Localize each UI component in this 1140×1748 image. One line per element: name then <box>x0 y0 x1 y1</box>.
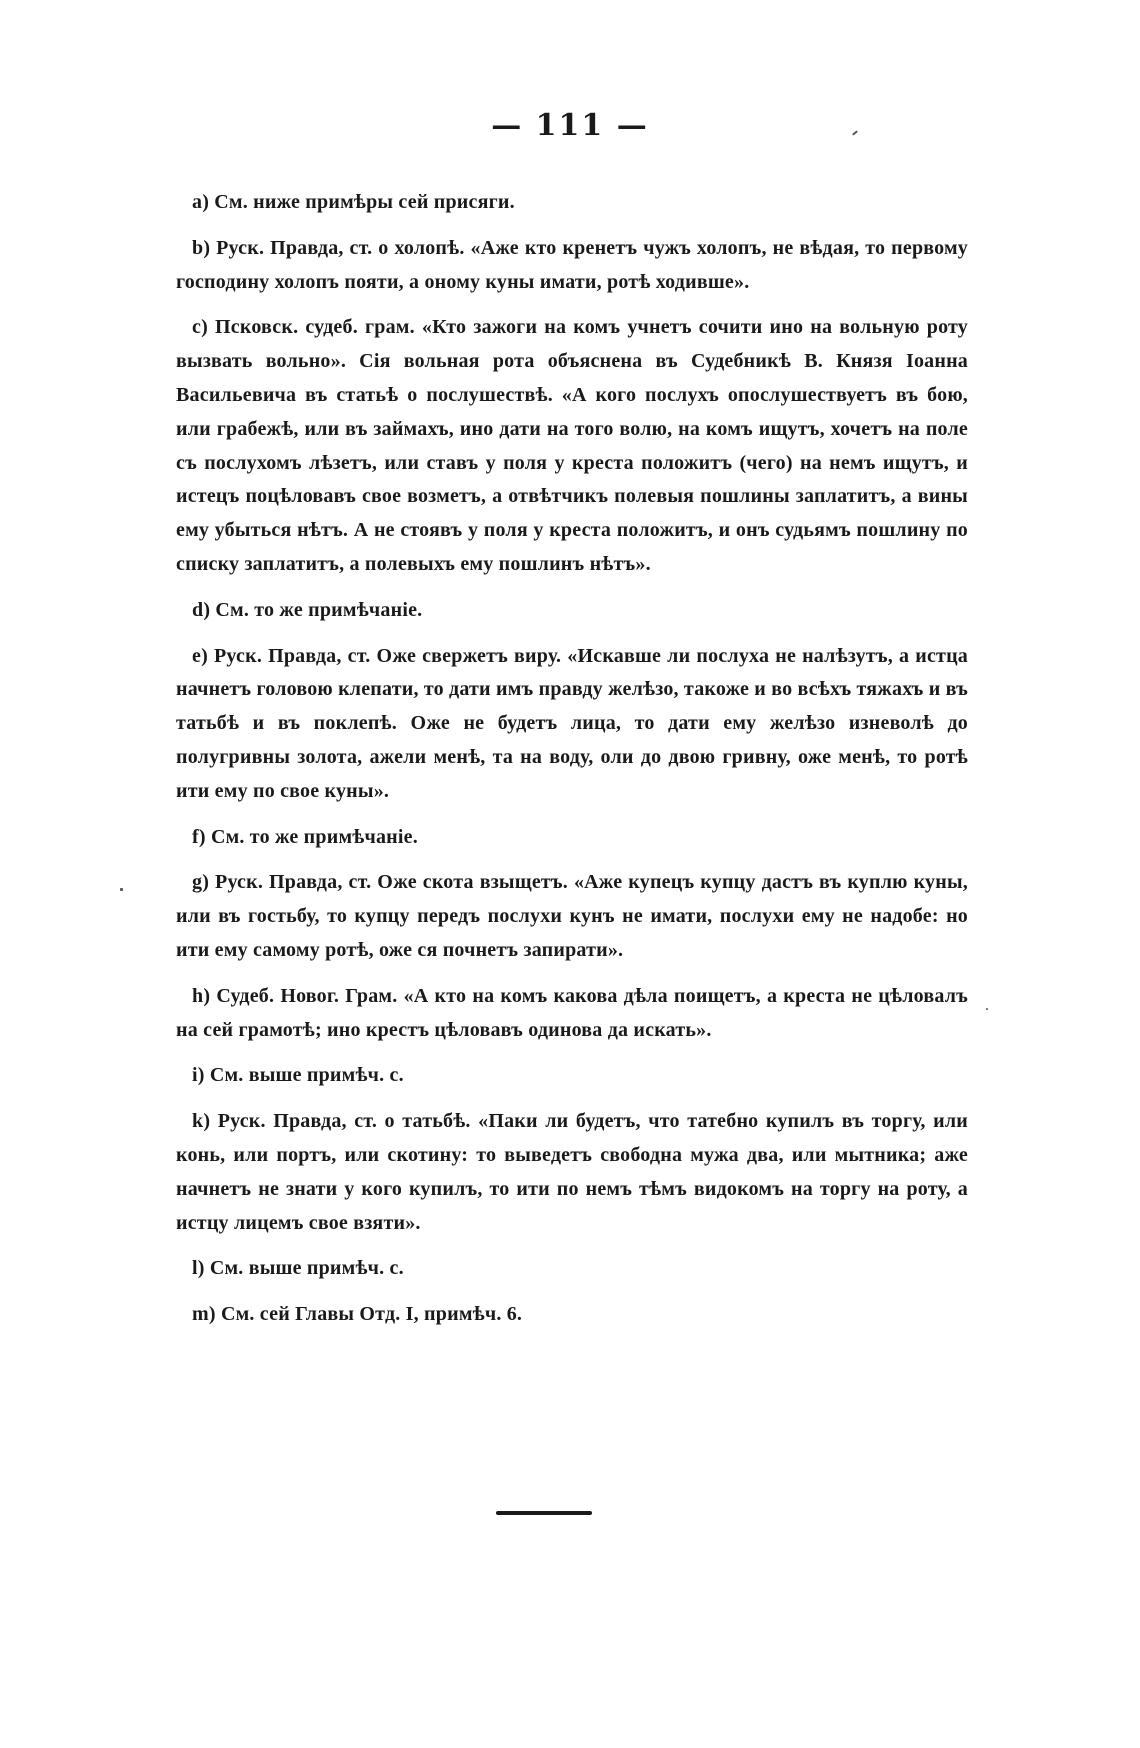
footnote-l <box>176 1252 968 1286</box>
footnote-label: l) <box>192 1257 205 1280</box>
footnote-text: См. то же примѣчаніе. <box>210 825 418 848</box>
footnote-b <box>176 232 968 300</box>
footnote-e <box>176 640 968 809</box>
footnote-i <box>176 1059 968 1093</box>
footnote-text: Руск. Правда, ст. о татьбѣ. «Паки ли будетъ, что татебно купилъ въ торгу, или конь, или портъ, или скотину: то выведетъ свободна мужа два, или мытника; аже начнетъ не знати у кого купилъ, то ити по немъ тѣмъ видокомъ на торгу на роту, а истцу лицемъ свое взяти». <box>176 1110 968 1234</box>
footnote-text: См. то же примѣчаніе. <box>215 598 423 621</box>
page-number: — 111 — <box>491 108 649 143</box>
scan-speck <box>120 888 123 891</box>
footnote-label: i) <box>192 1064 205 1087</box>
footnote-label: d) <box>192 598 211 621</box>
footnote-k <box>176 1105 968 1240</box>
footnote-label: m) <box>192 1303 216 1326</box>
footnote-label: b) <box>192 236 211 259</box>
footnote-f <box>176 821 968 855</box>
footnote-c <box>176 311 968 581</box>
footnote-text: См. сей Главы Отд. I, примѣч. 6. <box>220 1303 523 1326</box>
footnote-d <box>176 594 968 628</box>
footnote-text: Псковск. судеб. грам. «Кто зажоги на комъ учнетъ сочити ино на вольную роту вызвать вольно». Сія вольная рота объяснена въ Судебникѣ В. Князя Іоанна Васильевича въ статьѣ о послушествѣ. «А кого послухъ опослушествуетъ въ бою, или грабежѣ, или въ займахъ, ино дати на того волю, на комъ ищутъ, хочетъ на поле съ послухомъ лѣзетъ, или ставъ у поля у креста положитъ (чего) на немъ ищутъ, и истецъ поцѣловавъ свое возметъ, а отвѣтчикъ полевыя пошлины заплатитъ, а вины ему убыться нѣтъ. А не стоявъ у поля у креста положитъ, и онъ судьямъ пошлину по списку заплатитъ, а полевыхъ ему пошлинъ нѣтъ». <box>176 316 968 575</box>
footnote-label: c) <box>192 316 208 339</box>
footnote-text: Судеб. Новог. Грам. «А кто на комъ какова дѣла поищетъ, а креста не цѣловалъ на сей грамотѣ; ино крестъ цѣловавъ одинова да искать». <box>176 984 968 1041</box>
footnote-text: Руск. Правда, ст. о холопѣ. «Аже кто кренетъ чужъ холопъ, не вѣдая, то первому господину холопъ пояти, а оному куны имати, ротѣ ходивше». <box>176 236 968 293</box>
footnote-text: См. выше примѣч. c. <box>209 1064 404 1087</box>
footnote-label: k) <box>192 1110 211 1133</box>
footnote-label: e) <box>192 644 208 667</box>
footnotes-list <box>176 186 968 1344</box>
footnote-text: Руск. Правда, ст. Оже скота взыщетъ. «Аже купецъ купцу дастъ въ куплю куны, или въ гостьбу, то купцу передъ послухи кунъ не имати, послухи ему не надобе: но ити ему самому ротѣ, оже ся почнетъ запирати». <box>176 871 968 961</box>
end-rule <box>496 1511 592 1515</box>
footnote-label: a) <box>192 191 210 213</box>
footnote-label: f) <box>192 825 206 848</box>
footnote-label: h) <box>192 984 211 1007</box>
footnote-h <box>176 980 968 1048</box>
scan-speck <box>986 1008 988 1010</box>
footnote-a <box>176 186 968 220</box>
footnote-label: g) <box>192 871 210 894</box>
footnote-g <box>176 866 968 967</box>
footnote-text: См. ниже примѣры сей присяги. <box>214 191 515 213</box>
footnote-m <box>176 1298 968 1332</box>
footnote-text: См. выше примѣч. c. <box>209 1257 404 1280</box>
footnote-text: Руск. Правда, ст. Оже свержетъ виру. «Искавше ли послуха не налѣзутъ, а истца начнетъ головою клепати, то дати имъ правду желѣзо, такоже и во всѣхъ тяжахъ и въ татьбѣ и въ поклепѣ. Оже не будетъ лица, то дати ему желѣзо изневолѣ до полугривны золота, ажели менѣ, та на воду, оли до двою гривну, оже менѣ, то ротѣ ити ему по свое куны». <box>176 644 968 802</box>
